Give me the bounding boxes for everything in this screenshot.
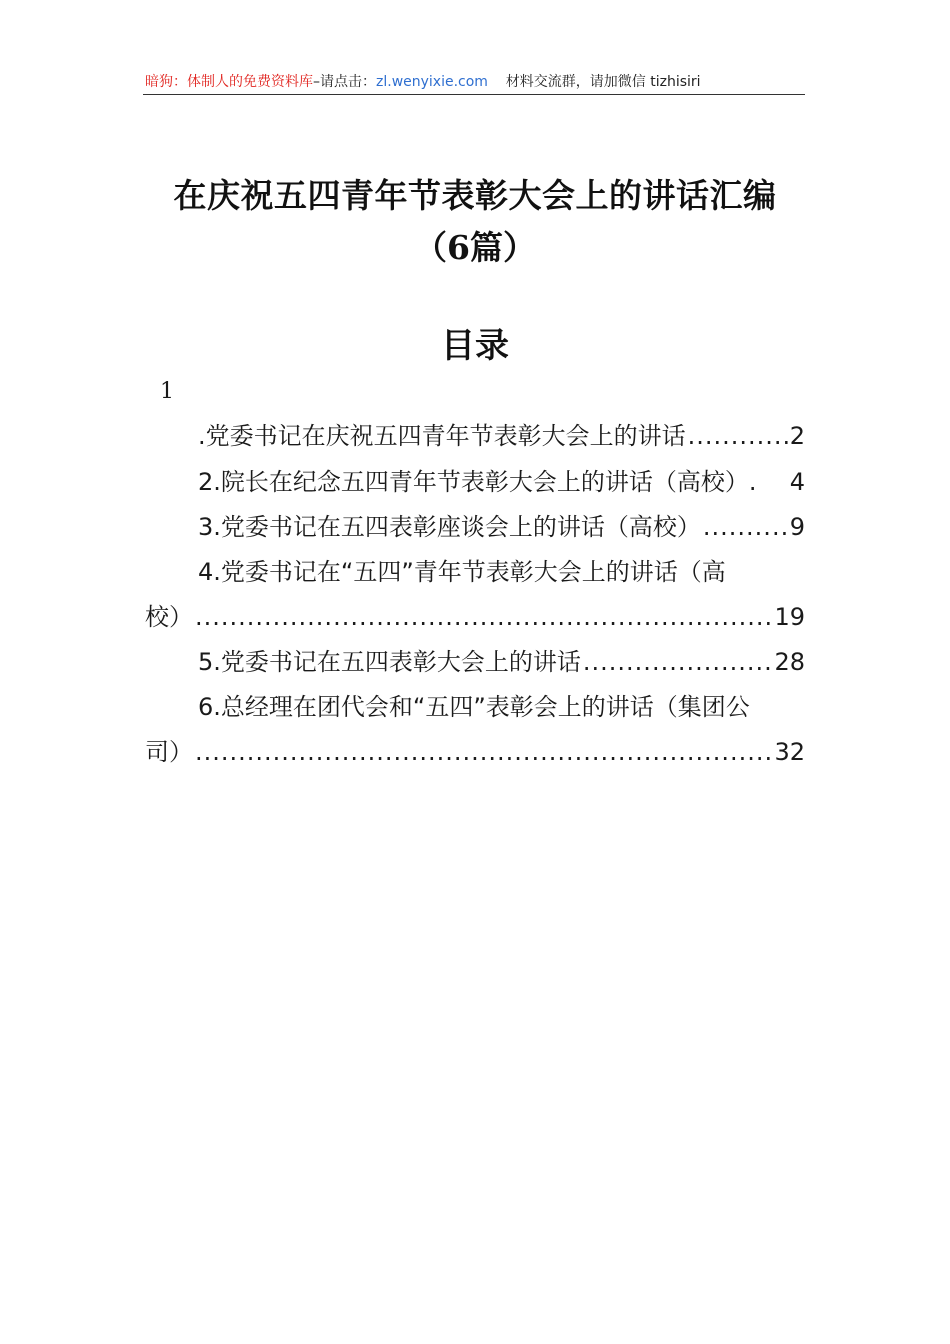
toc-item-3-page: 9 [789,513,805,541]
toc-leader-dots [583,646,773,678]
watermark-header [145,70,805,94]
toc-item-1-number: 1 [160,379,174,404]
toc-item-6-line2: 司） [145,738,193,766]
toc-item-3-label: 3.党委书记在五四表彰座谈会上的讲话（高校） [198,513,701,541]
toc-item-2-label: 2.院长在纪念五四青年节表彰大会上的讲话（高校）. [198,468,757,496]
toc-item-6[interactable] [145,736,805,768]
toc-item-5-label: 5.党委书记在五四表彰大会上的讲话 [198,648,581,676]
toc-item-6-line1[interactable]: 6.总经理在团代会和“五四”表彰会上的讲话（集团公 [198,693,750,721]
toc-item-6-page: 32 [774,738,805,766]
toc-leader-dots [688,420,788,452]
toc-item-1[interactable] [198,420,805,452]
toc-item-4[interactable] [145,601,805,633]
toc-leader-dots [703,511,788,543]
toc-leader-dots [195,601,772,633]
header-click-prompt: –请点击： [313,74,376,90]
toc-item-5-page: 28 [774,648,805,676]
document-subtitle: （6篇） [414,228,536,267]
toc-item-4-page: 19 [774,603,805,631]
header-url-link[interactable]: zl.wenyixie.com [376,74,488,90]
toc-item-5[interactable] [198,646,805,678]
toc-leader-dots [195,736,772,768]
toc-item-2-page: 4 [789,468,805,496]
toc-item-1-label: .党委书记在庆祝五四青年节表彰大会上的讲话 [198,422,686,450]
header-wechat-note: 材料交流群，请加微信 tizhisiri [505,74,701,90]
document-title: 在庆祝五四青年节表彰大会上的讲话汇编 [173,176,777,215]
toc-item-4-line1[interactable]: 4.党委书记在“五四”青年节表彰大会上的讲话（高 [198,558,726,586]
toc-item-2[interactable] [198,466,805,498]
toc-heading: 目录 [441,326,509,366]
header-site-name: 暗狗：体制人的免费资料库 [145,74,313,90]
header-divider [143,94,805,95]
toc-item-4-line2: 校） [145,603,193,631]
toc-item-1-page: 2 [789,422,805,450]
toc-item-3[interactable] [198,511,805,543]
